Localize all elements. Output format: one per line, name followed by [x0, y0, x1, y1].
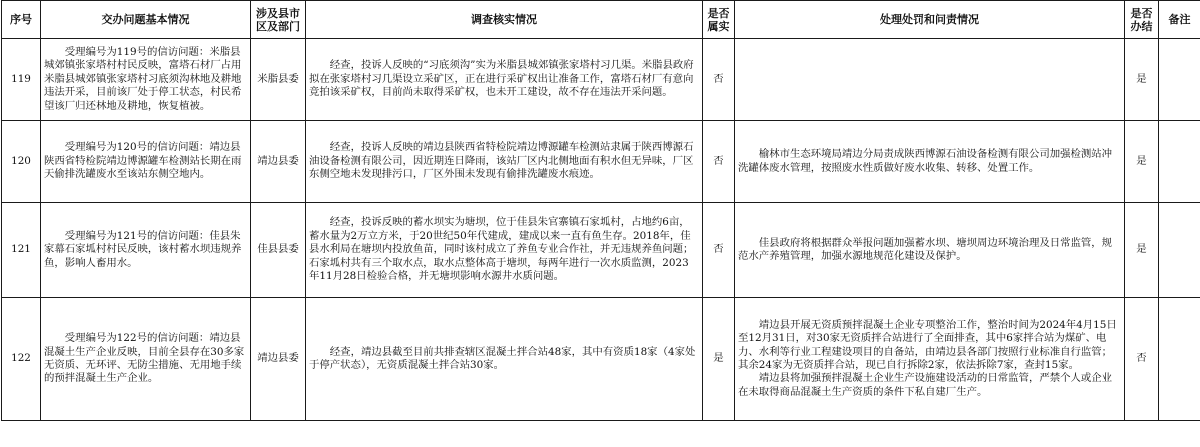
cell-closed: 是 [1125, 39, 1159, 121]
header-basic: 交办问题基本情况 [41, 1, 251, 39]
table-row [2, 39, 1200, 121]
cell-dept: 佳县县委 [251, 203, 306, 298]
header-verified: 是否属实 [703, 1, 735, 39]
cell-verified: 是 [703, 298, 735, 421]
cell-basic-text: 受理编号为121号的信访问题：佳县朱家幕石家坬村村民反映，该村蓄水坝违规养鱼，影响人畜用水。 [44, 229, 242, 269]
cell-dept: 米脂县委 [251, 39, 306, 121]
header-investigation: 调查核实情况 [306, 1, 703, 39]
cell-verified: 否 [703, 203, 735, 298]
cell-remark [1159, 121, 1200, 203]
cell-no: 119 [2, 39, 41, 121]
table-row [2, 121, 1200, 203]
cell-handling [735, 203, 1125, 298]
header-remark: 备注 [1159, 1, 1200, 39]
cell-basic [41, 121, 251, 203]
cell-closed: 是 [1125, 121, 1159, 203]
header-no: 序号 [2, 1, 41, 39]
cell-investigation-text: 经查，投诉反映的蓄水坝实为塘坝，位于佳县朱官寨镇石家坬村，占地约6亩，蓄水量为2万立方米，于20世纪50年代建成，建成以来一直有鱼生存。2018年，佳县水利局在塘坝内投放鱼苗，同时该村成立了养鱼专业合作社，并无违规养鱼问题；石家坬村共有三个取水点，取水点整体高于塘坝，每两年进行一次水质监测，2023年11月28日检验合格，并无塘坝影响水源井水质问题。 [309, 216, 694, 283]
header-dept: 涉及县市区及部门 [251, 1, 306, 39]
cell-investigation [306, 121, 703, 203]
cell-basic [41, 298, 251, 421]
cell-basic-text: 受理编号为120号的信访问题：靖边县陕西省特检院靖边博源罐车检测站长期在雨天偷排洗罐废水至该站东侧空地内。 [44, 141, 242, 181]
cell-closed: 否 [1125, 298, 1159, 421]
cell-remark [1159, 203, 1200, 298]
cell-dept: 靖边县委 [251, 298, 306, 421]
header-row [2, 1, 1200, 39]
cell-basic [41, 39, 251, 121]
header-closed: 是否办结 [1125, 1, 1159, 39]
cell-handling-text-2: 靖边县将加强预拌混凝土企业生产设施建设活动的日常监管，严禁个人或企业在未取得商品混凝土生产资质的条件下私自建厂生产。 [738, 372, 1113, 398]
table-row [2, 298, 1200, 421]
cell-handling-text: 佳县政府将根据群众举报问题加强蓄水坝、塘坝周边环境治理及日常监管，规范水产养殖管理，加强水源地规范化建设及保护。 [738, 236, 1113, 262]
cell-handling [735, 298, 1125, 421]
cell-basic-text: 受理编号为119号的信访问题：米脂县城郊镇张家塔村村民反映，富塔石材厂占用米脂县城郊镇张家塔村习底须沟林地及耕地违法开采，目前该厂处于停工状态，村民希望该厂归还林地及耕地，恢复植被。 [44, 45, 242, 112]
cell-remark [1159, 298, 1200, 421]
cell-investigation-text: 经查，靖边县截至目前共排查辖区混凝土拌合站48家，其中有资质18家（4家处于停产状态），无资质混凝土拌合站30家。 [309, 345, 696, 371]
cell-investigation [306, 203, 703, 298]
cell-investigation-text: 经查，投诉人反映的靖边县陕西省特检院靖边博源罐车检测站隶属于陕西博源石油设备检测有限公司，因近期连日降雨，该站厂区内北侧地面有积水但无异味，厂区东侧空地未发现排污口，厂区外围未发现有偷排洗罐废水痕迹。 [309, 141, 694, 181]
cell-handling-text: 靖边县开展无资质预拌混凝土企业专项整治工作，整治时间为2024年4月15日至12月31日，对30家无资质拌合站进行了全面排查，其中6家拌合站为煤矿、电力、水利等行业工程建设项目的自备站，由靖边县各部门按照行业标准自行监管；其余24家为无资质拌合站，现已自行拆除2家，依法拆除7家，查封15家。 [738, 318, 1117, 371]
cell-verified: 否 [703, 39, 735, 121]
cell-dept: 靖边县委 [251, 121, 306, 203]
cell-no: 120 [2, 121, 41, 203]
cell-investigation-text: 经查，投诉人反映的“习底须沟”实为米脂县城郊镇张家塔村习几渠。米脂县政府拟在张家塔村习几渠设立采矿区，正在进行采矿权出让准备工作，富塔石材厂有意向竞拍该采矿权，目前尚未取得采矿权，也未开工建设，故不存在违法开采问题。 [309, 59, 694, 99]
cell-investigation [306, 39, 703, 121]
cell-investigation [306, 298, 703, 421]
cell-handling [735, 121, 1125, 203]
header-handling: 处理处罚和问责情况 [735, 1, 1125, 39]
cell-basic [41, 203, 251, 298]
table-row [2, 203, 1200, 298]
cell-handling-text: 榆林市生态环境局靖边分局责成陕西博源石油设备检测有限公司加强检测站冲洗罐体废水管理，按照废水性质做好废水收集、转移、处置工作。 [738, 148, 1113, 174]
complaint-handling-table [1, 0, 1200, 421]
cell-no: 122 [2, 298, 41, 421]
cell-closed: 是 [1125, 203, 1159, 298]
cell-remark [1159, 39, 1200, 121]
cell-basic-text: 受理编号为122号的信访问题：靖边县混凝土生产企业反映，目前全县存在30多家无资质、无环评、无防尘措施、无用地手续的预拌混凝土生产企业。 [44, 332, 245, 385]
cell-verified: 否 [703, 121, 735, 203]
cell-no: 121 [2, 203, 41, 298]
cell-handling [735, 39, 1125, 121]
